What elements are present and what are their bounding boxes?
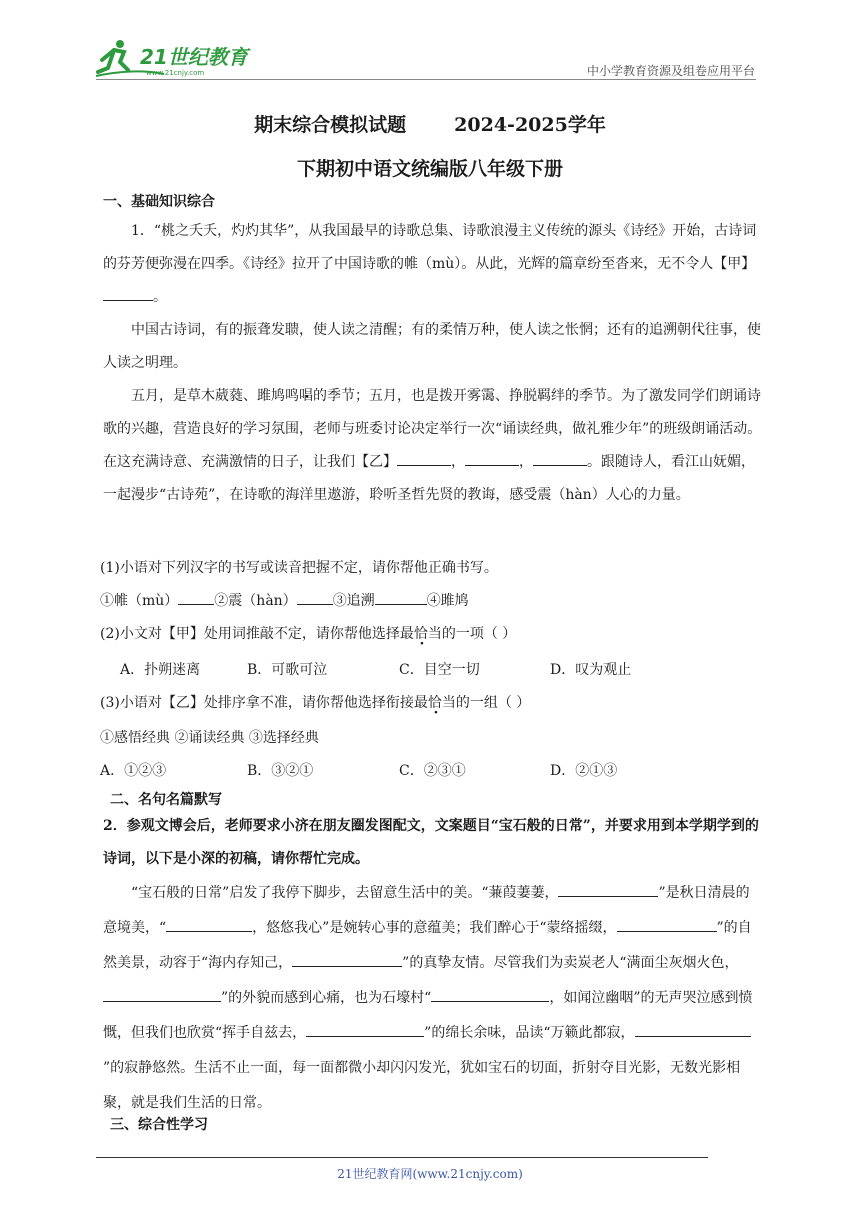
- section-heading-1: 一、基础知识综合: [103, 194, 215, 210]
- sub-question-1: (1)小语对下列汉字的书写或读音把握不定，请你帮他正确书写。: [100, 560, 498, 576]
- q2-option-b[interactable]: B．可歌可泣: [247, 662, 328, 678]
- sub-question-1-items: ①帷（mù） ②震（hàn） ③追溯 ④雎鸠: [100, 590, 469, 610]
- q2-option-d[interactable]: D．叹为观止: [550, 662, 632, 678]
- question-2-prompt: 2．参观文博会后，老师要求小济在朋友圈发图配文，文案题目“宝石般的日常”，并要求用到本学期学到的诗词，以下是小深的初稿，请你帮忙完成。: [103, 818, 759, 867]
- footer-divider: [96, 1157, 708, 1158]
- q2-option-c[interactable]: C．目空一切: [399, 662, 480, 678]
- logo-text: 21世纪教育: [140, 45, 248, 69]
- runner-logo-icon: [94, 38, 264, 78]
- section-heading-3: 三、综合性学习: [110, 1117, 208, 1133]
- logo-url: www.21cnjy.com: [146, 69, 205, 77]
- q3-option-c[interactable]: C．②③①: [399, 763, 466, 779]
- header-divider: [96, 79, 756, 80]
- sub-question-3-items: ①感悟经典 ②诵读经典 ③选择经典: [100, 730, 319, 746]
- platform-label: 中小学教育资源及组卷应用平台: [586, 64, 755, 78]
- sub-question-2: (2)小文对【甲】处用词推敲不定，请你帮他选择最恰当的一项（ ）: [100, 626, 517, 642]
- q3-option-a[interactable]: A．①②③: [100, 763, 167, 779]
- site-logo: [94, 38, 264, 78]
- exam-title: [0, 110, 860, 137]
- question-2-passage: “宝石般的日常”启发了我停下脚步，去留意生活中的美。“蒹葭萋萋， ”是秋日清晨的意境美，“ ，悠悠我心”是婉转心事的意蕴美；我们醉心于“蒙络摇缀， ”的自然美景，动容于“海内存知己， ”的真挚友情。尽管我们为卖炭老人“满面尘灰烟火色，”的外貌而感到心痛，也为石壕村“ ，如闻泣幽咽”的无声哭泣感到愤慨，但我们也欣赏“挥手自兹去， ”的绵长余味，品读“万籁此都寂，”的寂静悠然。生活不止一面，每一面都微小却闪闪发光，犹如宝石的切面，折射夺目光影，无数光影相聚，就是我们生活的日常。: [103, 876, 763, 1121]
- section-heading-2: 二、名句名篇默写: [110, 792, 222, 808]
- q3-option-d[interactable]: D．②①③: [550, 763, 618, 779]
- sub-question-3: (3)小语对【乙】处排序拿不准，请你帮他选择衔接最恰当的一组（ ）: [100, 695, 531, 711]
- exam-subtitle: 下期初中语文统编版八年级下册: [296, 158, 563, 180]
- title-part-b: 2024-2025学年: [454, 114, 606, 136]
- question-1-paragraph-1: 1．“桃之夭夭，灼灼其华”，从我国最早的诗歌总集、诗歌浪漫主义传统的源头《诗经》开始，古诗词的芬芳便弥漫在四季。《诗经》拉开了中国诗歌的帷（mù）。从此，光辉的篇章纷至沓来，无不令人【甲】。: [103, 223, 757, 305]
- footer-text[interactable]: 21世纪教育网(www.21cnjy.com): [337, 1167, 523, 1181]
- q2-option-a[interactable]: A．扑朔迷离: [120, 662, 201, 678]
- question-1-paragraph-2: 中国古诗词，有的振聋发聩，使人读之清醒；有的柔情万种，使人读之怅惘；还有的追溯 ·朝代往事，使人读之明理。: [103, 314, 763, 380]
- title-part-a: 期末综合模拟试题: [254, 114, 407, 136]
- question-1-paragraph-3: 五月，是草木葳蕤、雎鸠 ·鸣唱的季节；五月，也是拨开雾霭、挣脱羁绊的季节。为了激发同学们朗诵诗歌的兴趣，营造良好的学习氛围，老师与班委讨论决定举行一次“诵读经典，做礼雅少年”的班级朗诵活动。在这充满诗意、充满激情的日子，让我们【乙】 ， ， 。跟随诗人，看江山妩媚，一起漫步“古诗苑”，在诗歌的海洋里遨游，聆听圣哲先贤的教诲，感受震（hàn）人心的力量。: [103, 380, 763, 512]
- q3-option-b[interactable]: B．③②①: [247, 763, 314, 779]
